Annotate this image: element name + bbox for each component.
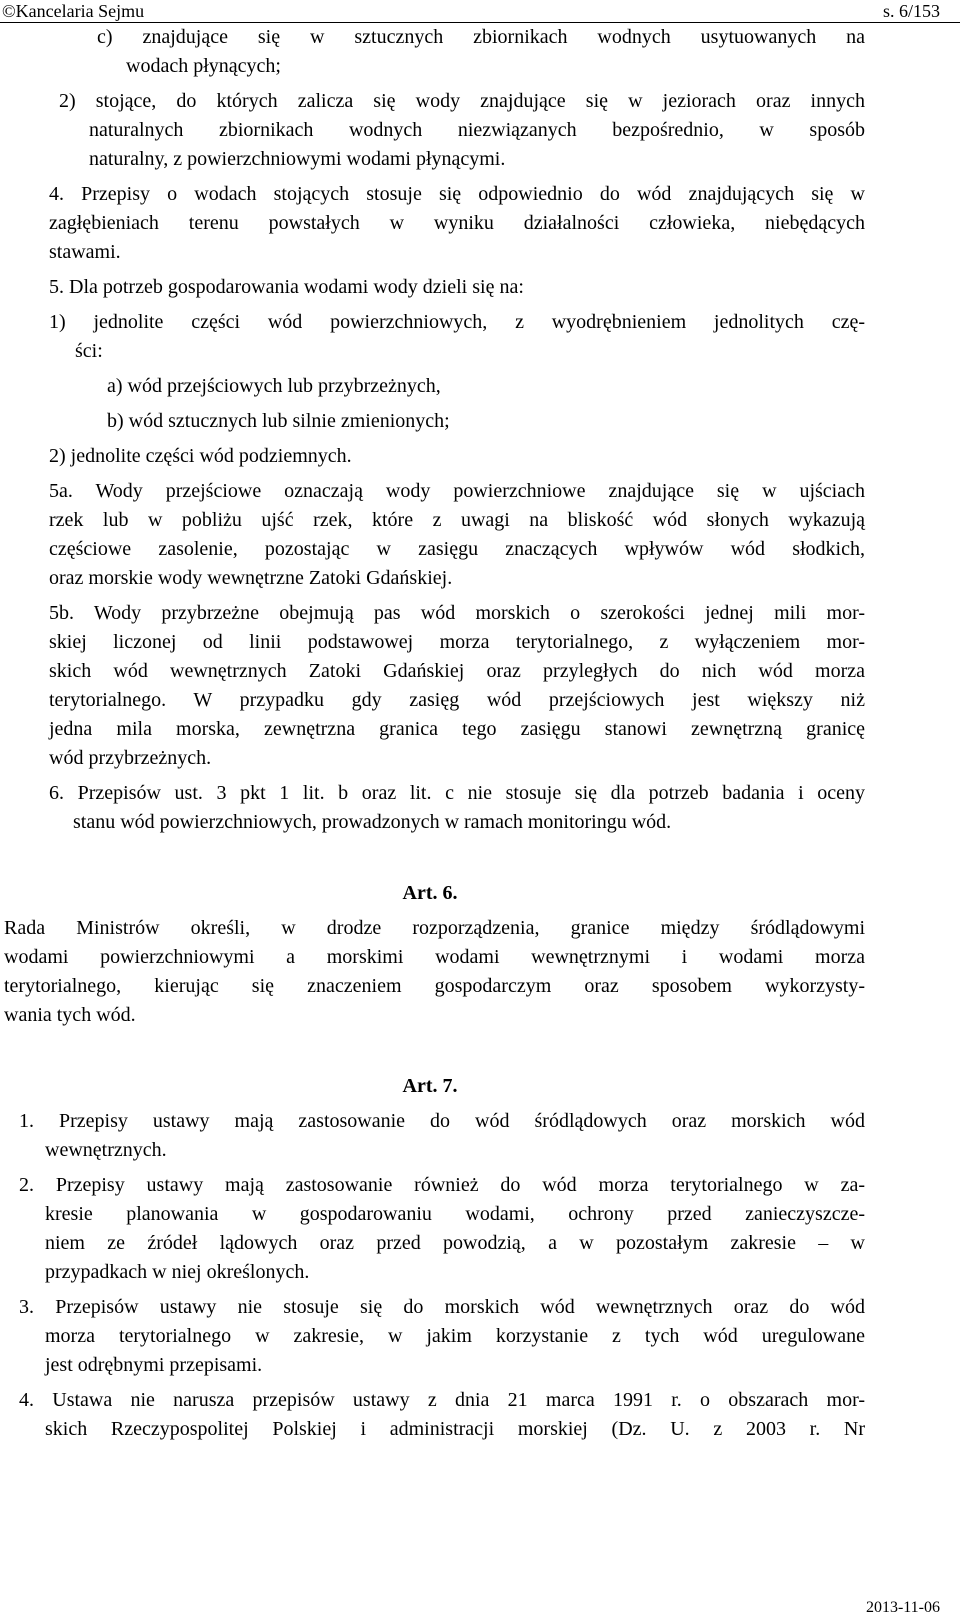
list-item-a [0, 372, 960, 401]
text-line: 5b. Wody przybrzeżne obejmują pas wód morskich o szerokości jednej mili mor- [49, 602, 865, 624]
text-line: 5a. Wody przejściowe oznaczają wody powierzchniowe znajdujące się w ujściach [49, 480, 865, 502]
paragraph-6 [0, 779, 960, 837]
article-6-body [0, 914, 960, 1030]
text-line: skich wód wewnętrznych Zatoki Gdańskiej oraz przyległych do nich wód morza [49, 660, 865, 682]
text-line: oraz morskie wody wewnętrzne Zatoki Gdańskiej. [49, 567, 453, 589]
list-item-b [0, 407, 960, 436]
text-line: naturalny, z powierzchniowymi wodami płynącymi. [89, 148, 506, 170]
paragraph-5b [0, 599, 960, 773]
text-line: jest odrębnymi przepisami. [45, 1354, 263, 1376]
text-line: stanu wód powierzchniowych, prowadzonych w ramach monitoringu wód. [73, 811, 672, 833]
text-line: 3. Przepisów ustawy nie stosuje się do morskich wód wewnętrznych oraz do wód [19, 1296, 865, 1318]
text-line: wewnętrznych. [45, 1139, 167, 1161]
list-item-1-surface [0, 308, 960, 366]
paragraph-5a [0, 477, 960, 593]
text-line: 4. Przepisy o wodach stojących stosuje się odpowiednio do wód znajdujących się w [49, 183, 865, 205]
document-body [0, 23, 960, 1444]
text-line: 4. Ustawa nie narusza przepisów ustawy z dnia 21 marca 1991 r. o obszarach mor- [19, 1389, 865, 1411]
text-line: 2) stojące, do których zalicza się wody znajdujące się w jeziorach oraz innych [59, 90, 865, 112]
article-7-item-2 [0, 1171, 960, 1287]
text-line: jedna mila morska, zewnętrzna granica tego zasięgu stanowi zewnętrzną granicę [49, 718, 865, 740]
header-source: ©Kancelaria Sejmu [2, 1, 145, 21]
text-line: przypadkach w niej określonych. [45, 1261, 310, 1283]
text-line: wodami powierzchniowymi a morskimi wodami wewnętrznymi i wodami morza [4, 946, 865, 968]
text-line: 6. Przepisów ust. 3 pkt 1 lit. b oraz lit. c nie stosuje się dla potrzeb badania i oceny [49, 782, 865, 804]
text-line: skich Rzeczypospolitej Polskiej i administracji morskiej (Dz. U. z 2003 r. Nr [45, 1418, 865, 1440]
text-line: terytorialnego, kierując się znaczeniem gospodarczym oraz sposobem wykorzysty- [4, 975, 865, 997]
text-line: a) wód przejściowych lub przybrzeżnych, [107, 375, 441, 397]
page-header [0, 0, 960, 24]
list-item-2-groundwater [0, 442, 960, 471]
text-line: 1. Przepisy ustawy mają zastosowanie do wód śródlądowych oraz morskich wód [19, 1110, 865, 1132]
article-7-item-3 [0, 1293, 960, 1380]
article-7-heading: Art. 7. [402, 1075, 458, 1097]
text-line: wód przybrzeżnych. [49, 747, 212, 769]
text-line: ści: [75, 340, 103, 362]
list-item-2-standing [0, 87, 960, 174]
text-line: b) wód sztucznych lub silnie zmienionych; [107, 410, 450, 432]
text-line: stawami. [49, 241, 121, 263]
text-line: c) znajdujące się w sztucznych zbiornikach wodnych usytuowanych na [97, 26, 865, 48]
text-line: kresie planowania w gospodarowaniu wodami, ochrony przed zanieczyszcze- [45, 1203, 865, 1225]
text-line: 2. Przepisy ustawy mają zastosowanie również do wód morza terytorialnego w za- [19, 1174, 865, 1196]
text-line: skiej liczonej od linii podstawowej morza terytorialnego, z wyłączeniem mor- [49, 631, 865, 653]
text-line: zagłębieniach terenu powstałych w wyniku działalności człowieka, niebędących [49, 212, 865, 234]
text-line: 2) jednolite części wód podziemnych. [49, 445, 352, 467]
text-line: morza terytorialnego w zakresie, w jakim korzystanie z tych wód uregulowane [45, 1325, 865, 1347]
article-6-heading: Art. 6. [402, 882, 458, 904]
text-line: Rada Ministrów określi, w drodze rozporządzenia, granice między śródlądowymi [4, 917, 865, 939]
text-line: częściowe zasolenie, pozostając w zasięgu znaczących wpływów wód słodkich, [49, 538, 865, 560]
list-item-c [0, 23, 960, 81]
article-7-item-1 [0, 1107, 960, 1165]
text-line: 1) jednolite części wód powierzchniowych, z wyodrębnieniem jednolitych czę- [49, 311, 865, 333]
text-line: wania tych wód. [4, 1004, 136, 1026]
paragraph-5 [0, 273, 960, 302]
text-line: rzek lub w pobliżu ujść rzek, które z uwagi na bliskość wód słonych wykazują [49, 509, 865, 531]
footer-date: 2013-11-06 [865, 1599, 940, 1616]
text-line: terytorialnego. W przypadku gdy zasięg wód przejściowych jest większy niż [49, 689, 865, 711]
header-page-number: s. 6/153 [882, 1, 940, 21]
paragraph-4 [0, 180, 960, 267]
article-7-item-4 [0, 1386, 960, 1444]
text-line: naturalnych zbiornikach wodnych niezwiązanych bezpośrednio, w sposób [89, 119, 865, 141]
text-line: 5. Dla potrzeb gospodarowania wodami wody dzieli się na: [49, 276, 524, 298]
text-line: niem ze źródeł lądowych oraz przed powodzią, a w pozostałym zakresie – w [45, 1232, 865, 1254]
text-line: wodach płynących; [126, 55, 281, 77]
